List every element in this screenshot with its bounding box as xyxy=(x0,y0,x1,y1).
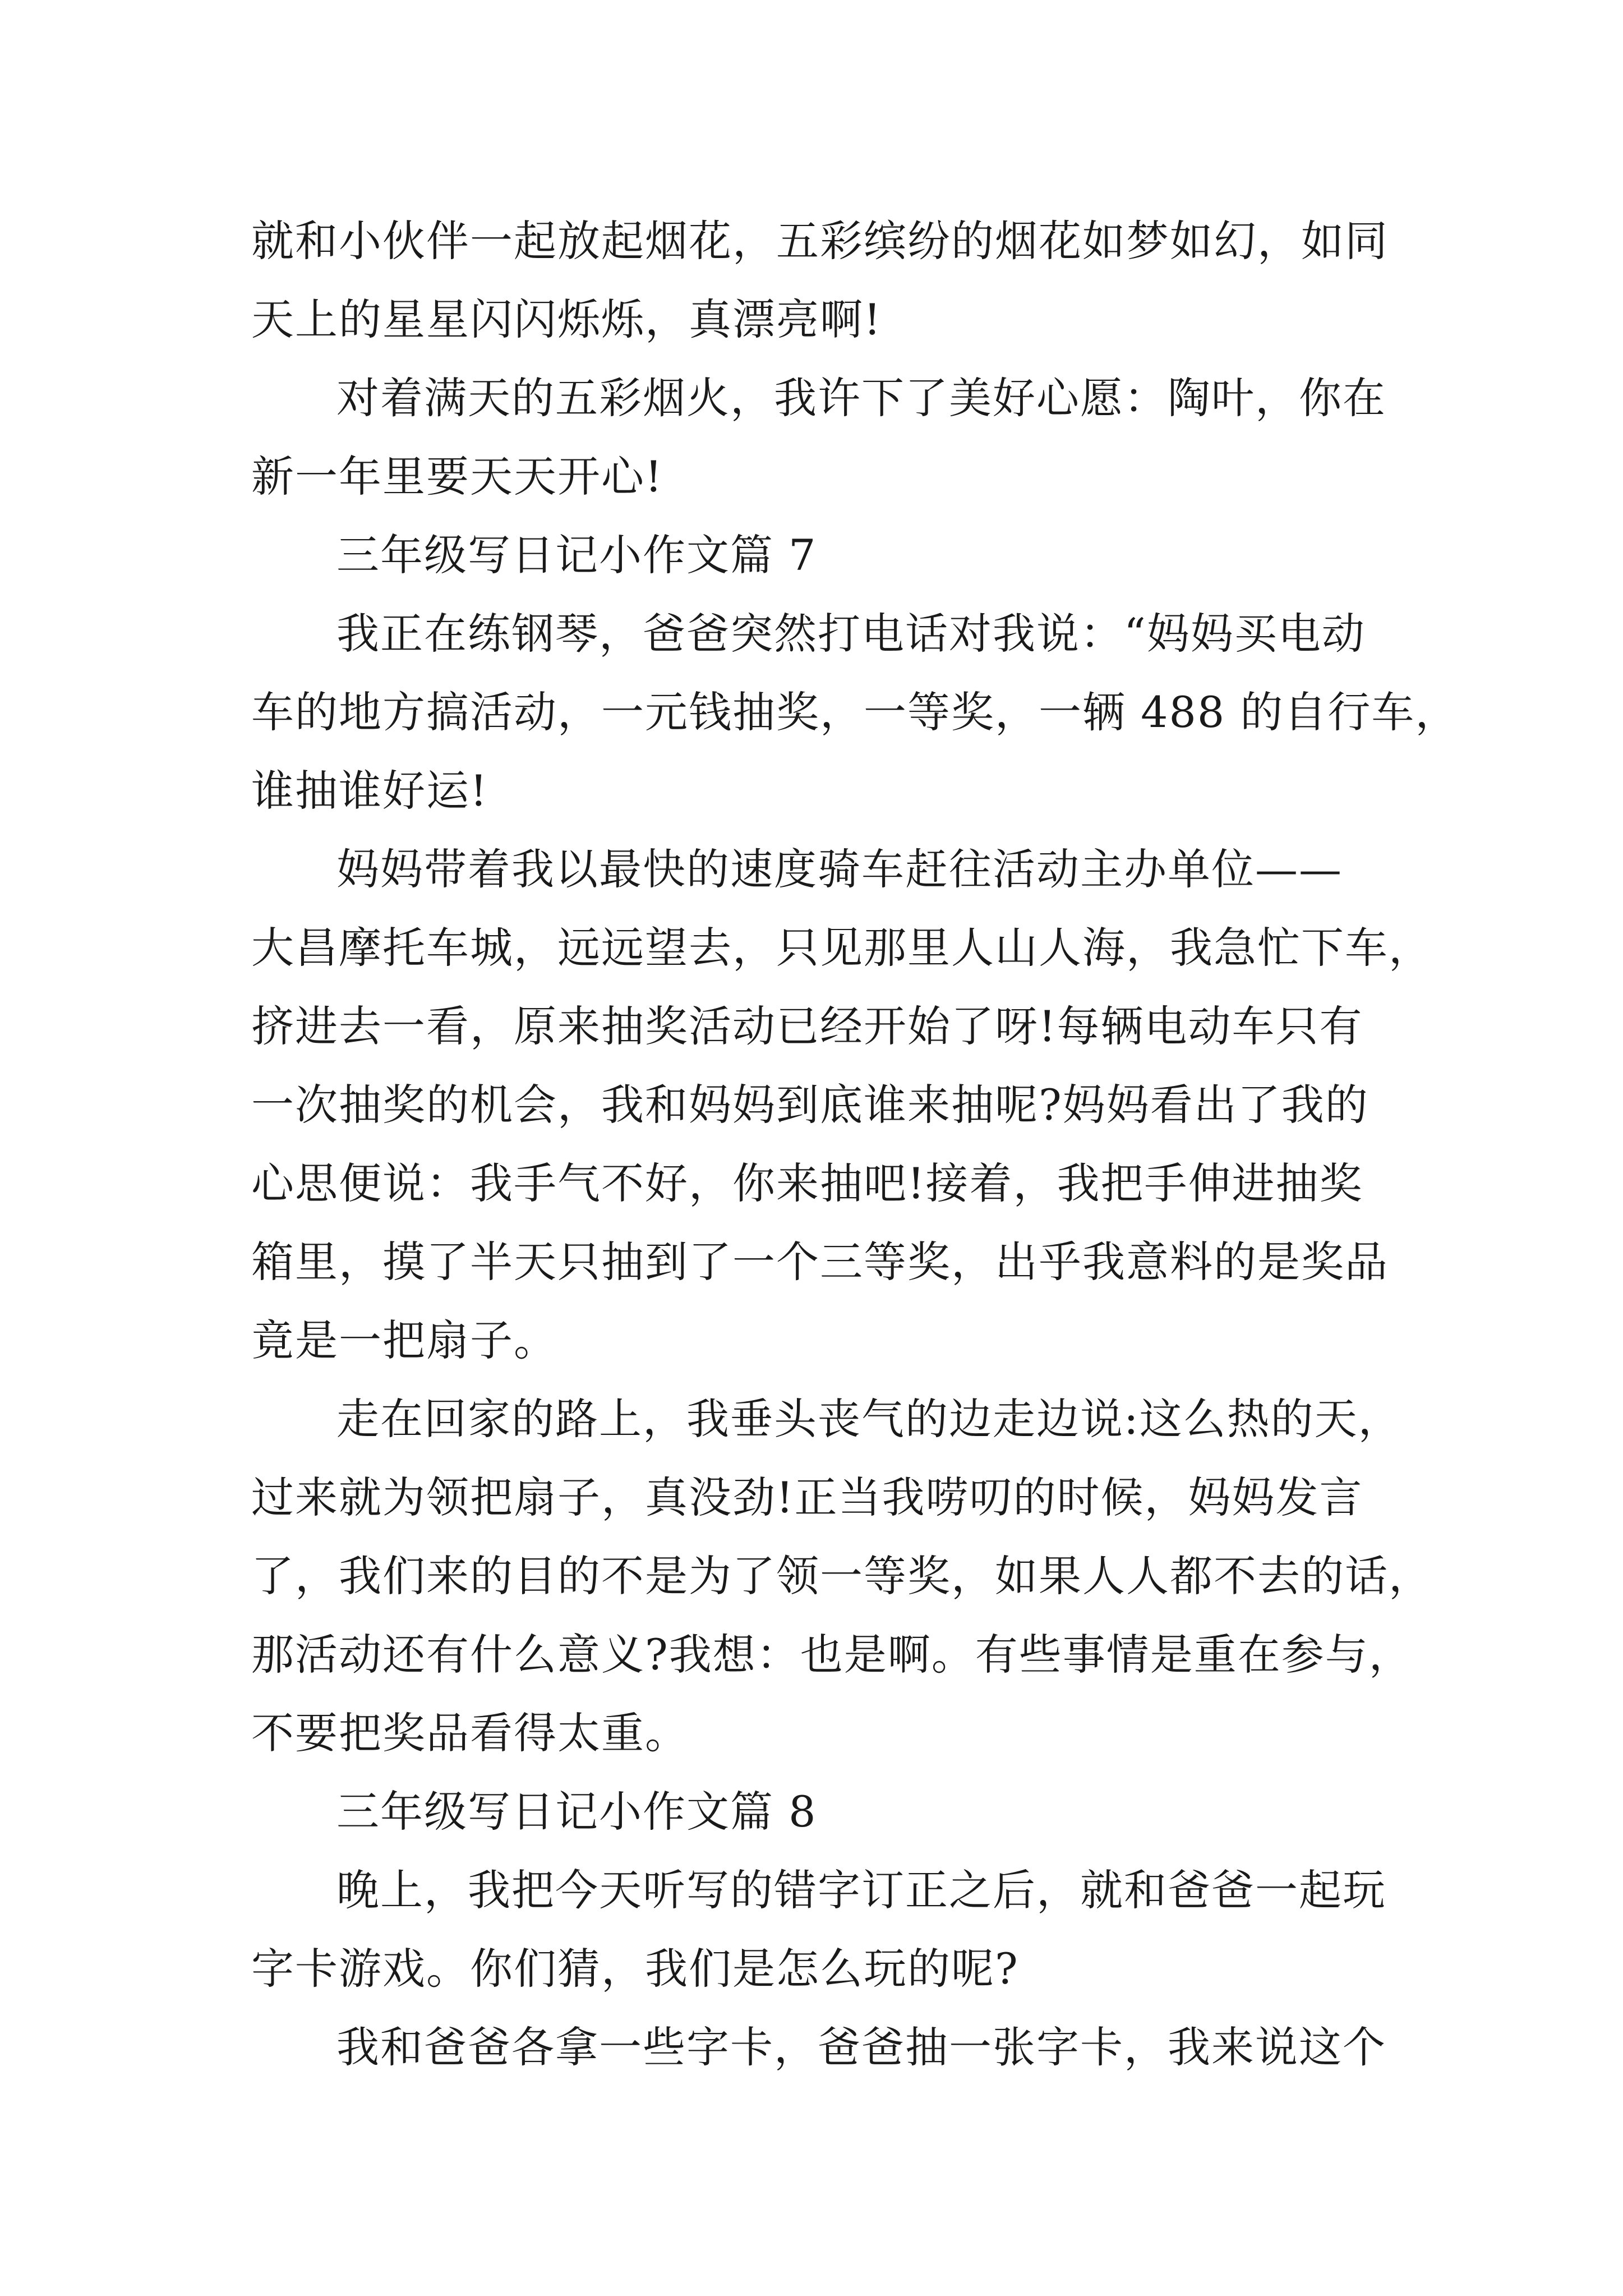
text-line: 那活动还有什么意义?我想：也是啊。有些事情是重在参与， xyxy=(251,1630,1413,1680)
paragraph-start-line: 我和爸爸各拿一些字卡，爸爸抽一张字卡，我来说这个 xyxy=(336,2022,1386,2072)
paragraph-start-line: 我正在练钢琴，爸爸突然打电话对我说：“妈妈买电动 xyxy=(336,609,1366,659)
text-line: 字卡游戏。你们猜，我们是怎么玩的呢? xyxy=(251,1944,1019,1994)
text-line: 谁抽谁好运! xyxy=(251,766,488,816)
text-line: 挤进去一看，原来抽奖活动已经开始了呀!每辆电动车只有 xyxy=(251,1001,1363,1051)
text-line: 大昌摩托车城，远远望去，只见那里人山人海，我急忙下车， xyxy=(251,923,1432,973)
section-heading: 三年级写日记小作文篇 7 xyxy=(336,530,817,580)
paragraph-start-line: 对着满天的五彩烟火，我许下了美好心愿：陶叶，你在 xyxy=(336,373,1386,423)
text-line: 心思便说：我手气不好，你来抽吧!接着，我把手伸进抽奖 xyxy=(251,1158,1363,1208)
text-line: 竟是一把扇子。 xyxy=(251,1315,557,1365)
paragraph-start-line: 妈妈带着我以最快的速度骑车赶往活动主办单位—— xyxy=(336,844,1343,894)
text-line: 一次抽奖的机会，我和妈妈到底谁来抽呢?妈妈看出了我的 xyxy=(251,1080,1369,1130)
text-line: 箱里，摸了半天只抽到了一个三等奖，出乎我意料的是奖品 xyxy=(251,1237,1389,1287)
text-line: 过来就为领把扇子，真没劲!正当我唠叨的时候，妈妈发言 xyxy=(251,1473,1363,1522)
text-line: 天上的星星闪闪烁烁，真漂亮啊! xyxy=(251,295,882,344)
text-line: 新一年里要天天开心! xyxy=(251,452,663,501)
text-line: 了，我们来的目的不是为了领一等奖，如果人人都不去的话， xyxy=(251,1551,1432,1601)
section-heading: 三年级写日记小作文篇 8 xyxy=(336,1787,817,1837)
text-line: 不要把奖品看得太重。 xyxy=(251,1708,689,1758)
paragraph-start-line: 晚上，我把今天听写的错字订正之后，就和爸爸一起玩 xyxy=(336,1865,1386,1915)
paragraph-start-line: 走在回家的路上，我垂头丧气的边走边说:这么热的天， xyxy=(336,1394,1402,1444)
document-body xyxy=(251,202,1459,2087)
text-line: 就和小伙伴一起放起烟花，五彩缤纷的烟花如梦如幻，如同 xyxy=(251,216,1389,266)
text-line: 车的地方搞活动，一元钱抽奖，一等奖，一辆 488 的自行车， xyxy=(251,687,1459,737)
